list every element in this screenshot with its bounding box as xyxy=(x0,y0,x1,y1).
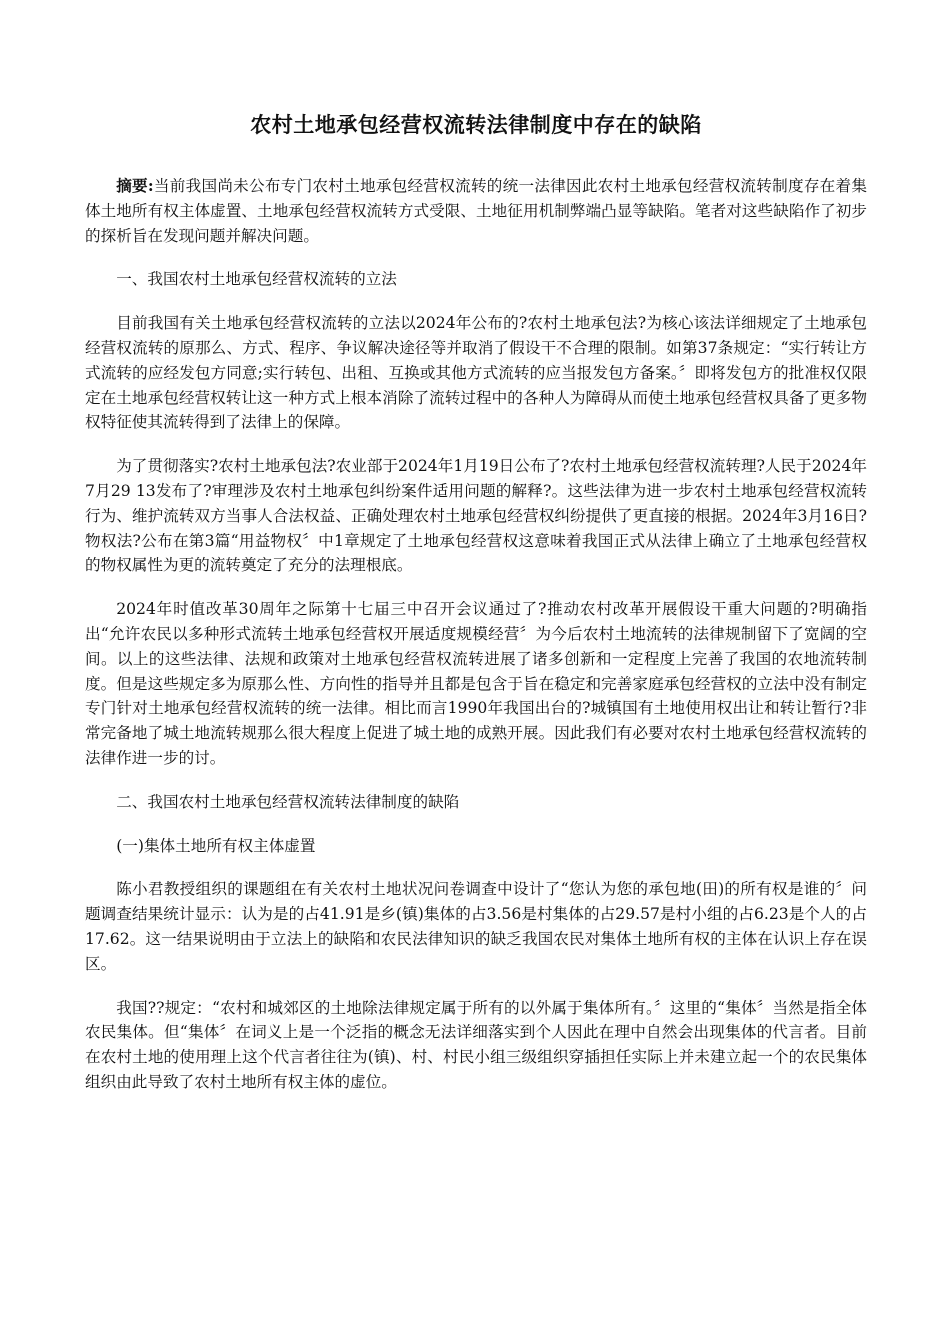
paragraph-2: 为了贯彻落实?农村土地承包法?农业部于2024年1月19日公布了?农村土地承包经营权流转理?人民于2024年7月29 13发布了?审理涉及农村土地承包纠纷案件适用问题的解释?。这些法律为进一步农村土地承包经营权流转行为、维护流转双方当事人合法权益、正确处理农村土地承包经营权纠纷提供了更直接的根据。2024年3月16日?物权法?公布在第3篇“用益物权〞中1章规定了土地承包经营权这意味着我国正式从法律上确立了土地承包经营权的物权属性为更的流转奠定了充分的法理根底。 xyxy=(85,457,867,575)
subsection-heading-1: (一)集体土地所有权主体虚置 xyxy=(116,836,316,855)
abstract-label: 摘要: xyxy=(116,176,154,195)
section-heading-1: 一、我国农村土地承包经营权流转的立法 xyxy=(116,270,397,289)
abstract-paragraph xyxy=(85,174,867,248)
section-heading-2: 二、我国农村土地承包经营权流转法律制度的缺陷 xyxy=(116,792,460,811)
paragraph-1: 目前我国有关土地承包经营权流转的立法以2024年公布的?农村土地承包法?为核心该法详细规定了土地承包经营权流转的原那么、方式、程序、争议解决途径等并取消了假设干不合理的限制。如第37条规定：“实行转让方式流转的应经发包方同意;实行转包、出租、互换或其他方式流转的应当报发包方备案。〞即将发包方的批准权仅限定在土地承包经营权转让这一种方式上根本消除了流转过程中的各种人为障碍从而使土地承包经营权具备了更多物权特征使其流转得到了法律上的保障。 xyxy=(85,314,867,432)
document-title: 农村土地承包经营权流转法律制度中存在的缺陷 xyxy=(250,112,702,137)
paragraph-3: 2024年时值改革30周年之际第十七届三中召开会议通过了?推动农村改革开展假设干重大问题的?明确指出“允许农民以多种形式流转土地承包经营权开展适度规模经营〞为今后农村土地流转的法律规制留下了宽阔的空间。以上的这些法律、法规和政策对土地承包经营权流转进展了诸多创新和一定程度上完善了我国的农地流转制度。但是这些规定多为原那么性、方向性的指导并且都是包含于旨在稳定和完善家庭承包经营权的立法中没有制定专门针对土地承包经营权流转的统一法律。相比而言1990年我国出台的?城镇国有土地使用权出让和转让暂行?非常完备地了城土地流转规那么很大程度上促进了城土地的成熟开展。因此我们有必要对农村土地承包经营权流转的法律作进一步的讨。 xyxy=(85,600,867,767)
paragraph-5: 我国??规定：“农村和城郊区的土地除法律规定属于所有的以外属于集体所有。〞这里的“集体〞当然是指全体农民集体。但“集体〞在词义上是一个泛指的概念无法详细落实到个人因此在理中自然会出现集体的代言者。目前在农村土地的使用理上这个代言者往往为(镇)、村、村民小组三级组织穿插担任实际上并未建立起一个的农民集体组织由此导致了农村土地所有权主体的虚位。 xyxy=(85,998,867,1091)
document-body xyxy=(85,110,867,1114)
paragraph-4: 陈小君教授组织的课题组在有关农村土地状况问卷调查中设计了“您认为您的承包地(田)的所有权是谁的〞问题调查结果统计显示：认为是的占41.91是乡(镇)集体的占3.56是村集体的占29.57是村小组的占6.23是个人的占17.62。这一结果说明由于立法上的缺陷和农民法律知识的缺乏我国农民对集体土地所有权的主体在认识上存在误区。 xyxy=(85,880,867,973)
abstract-text: 当前我国尚未公布专门农村土地承包经营权流转的统一法律因此农村土地承包经营权流转制度存在着集体土地所有权主体虚置、土地承包经营权流转方式受限、土地征用机制弊端凸显等缺陷。笔者对这些缺陷作了初步的探析旨在发现问题并解决问题。 xyxy=(85,177,867,245)
